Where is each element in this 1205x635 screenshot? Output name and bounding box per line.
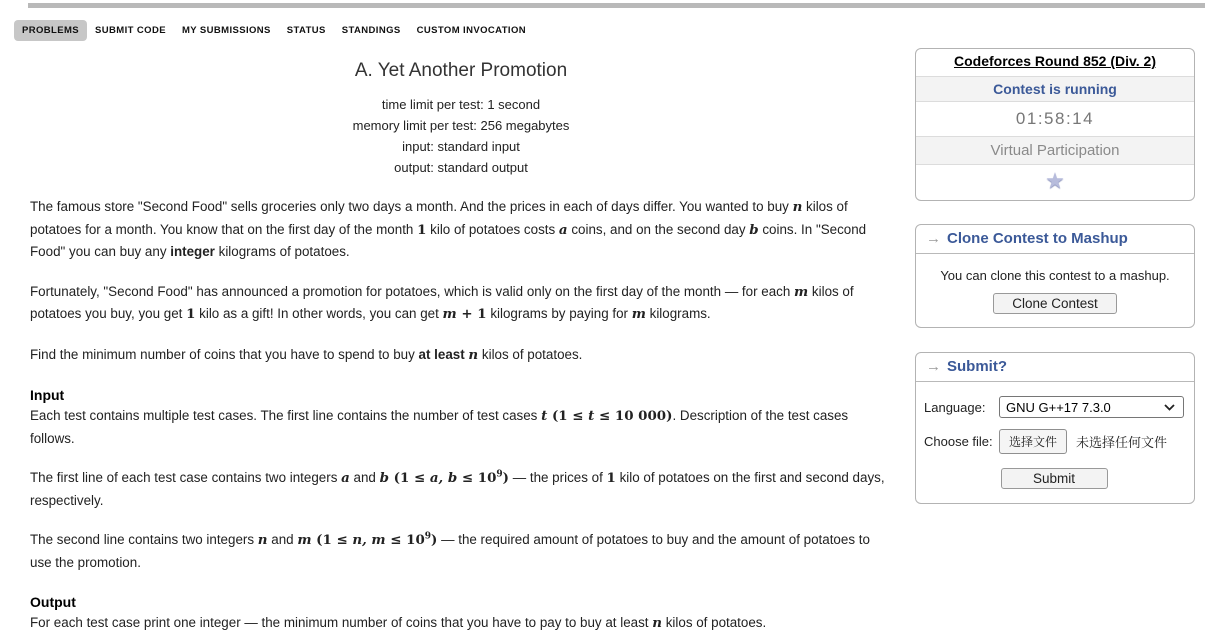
text-segment: kilos of potatoes. <box>662 615 767 630</box>
language-selected-value: GNU G++17 7.3.0 <box>1006 399 1111 415</box>
clone-contest-box <box>915 224 1195 328</box>
math-segment: ≤ 10 000) <box>594 408 673 424</box>
star-icon[interactable]: ★ <box>1045 168 1065 193</box>
output-section-heading: Output <box>30 594 76 610</box>
input-paragraph <box>30 405 892 449</box>
tab-submit-code[interactable]: SUBMIT CODE <box>95 25 166 36</box>
math-segment: n <box>792 199 803 215</box>
output-paragraph <box>30 612 892 635</box>
input-paragraph <box>30 467 892 511</box>
text-segment: — the prices of <box>509 470 607 485</box>
choose-file-button[interactable]: 选择文件 <box>999 429 1067 454</box>
math-segment: 1 <box>417 221 427 238</box>
input-spec: input: standard input <box>402 139 520 154</box>
submit-box <box>915 352 1195 504</box>
math-segment: m <box>794 283 809 300</box>
math-segment: 9 <box>496 469 503 480</box>
text-segment: The first line of each test case contains two integers <box>30 470 342 485</box>
language-label: Language: <box>924 399 986 415</box>
math-segment: 1 <box>186 306 196 322</box>
participation-mode: Virtual Participation <box>916 137 1194 165</box>
submit-form <box>916 382 1194 503</box>
math-segment: a, b <box>429 470 458 486</box>
clone-box-title: Clone Contest to Mashup <box>947 230 1128 247</box>
input-section-heading: Input <box>30 387 65 403</box>
output-spec: output: standard output <box>394 160 528 175</box>
language-row <box>924 396 1184 418</box>
arrow-right-icon: → <box>926 358 941 375</box>
file-row <box>924 429 1184 454</box>
arrow-right-icon: → <box>926 230 941 247</box>
memory-limit: memory limit per test: 256 megabytes <box>352 118 570 133</box>
math-segment: + 1 <box>456 306 487 322</box>
star-row <box>916 165 1194 200</box>
contest-timer: 01:58:14 <box>916 102 1194 137</box>
contest-title-row <box>916 49 1194 77</box>
math-segment: m <box>442 306 457 322</box>
file-status-text: 未选择任何文件 <box>1076 435 1168 450</box>
text-segment: . Description of the test cases follows. <box>30 408 849 446</box>
contest-info-box <box>915 48 1195 201</box>
text-segment: kilo as a gift! In other words, you can get <box>195 306 443 321</box>
text-segment: coins. In "Second Food" you can buy any <box>30 221 867 259</box>
text-segment: The second line contains two integers <box>30 532 258 547</box>
tab-standings[interactable]: STANDINGS <box>341 25 401 36</box>
math-segment: b <box>379 470 389 486</box>
math-segment: ≤ 10 <box>385 532 425 548</box>
math-segment: t <box>541 408 548 424</box>
text-segment: kilo of potatoes costs <box>426 221 559 237</box>
math-segment: a <box>558 221 568 238</box>
choose-file-label: Choose file: <box>924 434 993 449</box>
problem-properties <box>30 94 892 178</box>
text-segment: and <box>349 470 380 485</box>
clone-box-header <box>916 225 1194 254</box>
tab-problems[interactable]: PROBLEMS <box>14 20 87 41</box>
top-divider <box>28 3 1205 8</box>
submit-box-header <box>916 353 1194 382</box>
text-segment: coins, and on the second day <box>567 221 750 237</box>
text-segment: The famous store "Second Food" sells groceries only two days a month. And the prices in each of days differ. You wanted to buy <box>30 199 793 214</box>
problem-title: A. Yet Another Promotion <box>354 60 568 81</box>
math-segment: ) <box>502 470 510 486</box>
math-segment: (1 ≤ <box>388 470 430 486</box>
submit-box-title: Submit? <box>947 358 1007 375</box>
tab-status[interactable]: STATUS <box>286 25 326 36</box>
chevron-down-icon <box>1164 404 1175 411</box>
math-segment: 1 <box>606 470 616 486</box>
math-segment: (1 ≤ <box>547 408 589 424</box>
text-segment: Fortunately, "Second Food" has announced a promotion for potatoes, which is valid only on the first day of the month — for each <box>30 283 795 299</box>
text-segment: Each test contains multiple test cases. The first line contains the number of test cases <box>30 408 542 423</box>
problem-statement <box>30 60 892 635</box>
text-segment: kilos of potatoes. <box>478 346 583 362</box>
statement-paragraph <box>30 344 892 367</box>
language-select[interactable] <box>999 396 1184 418</box>
tab-my-submissions[interactable]: MY SUBMISSIONS <box>181 25 271 36</box>
text-segment: kilos of potatoes you buy, you get <box>30 283 854 321</box>
text-segment: kilograms by paying for <box>486 306 632 321</box>
math-segment: t <box>588 408 595 424</box>
math-segment: n <box>468 346 479 363</box>
math-segment: n <box>257 532 268 548</box>
clone-box-text: You can clone this contest to a mashup. <box>940 268 1170 283</box>
sidebar <box>915 48 1195 504</box>
statement-paragraph <box>30 281 892 326</box>
tab-custom-invocation[interactable]: CUSTOM INVOCATION <box>416 25 526 36</box>
contest-link[interactable]: Codeforces Round 852 (Div. 2) <box>953 53 1156 69</box>
text-segment: kilograms. <box>645 306 711 321</box>
math-segment: ≤ 10 <box>457 470 497 486</box>
input-paragraph <box>30 529 892 573</box>
contest-status: Contest is running <box>916 77 1194 102</box>
clone-contest-button[interactable]: Clone Contest <box>993 293 1117 314</box>
math-segment: a <box>341 470 350 486</box>
math-segment: 9 <box>424 531 432 542</box>
text-segment: kilos of potatoes for a month. You know that on the first day of the month <box>30 199 848 237</box>
text-segment: at least <box>418 346 469 362</box>
text-segment: and <box>267 532 298 547</box>
submit-button[interactable]: Submit <box>1001 468 1108 489</box>
math-segment: ) <box>431 532 438 548</box>
math-segment: m <box>631 306 646 322</box>
contest-tabs <box>14 20 534 41</box>
text-segment: For each test case print one integer — the minimum number of coins that you have to pay to buy at least <box>30 615 653 630</box>
math-segment: b <box>749 221 759 238</box>
text-segment: integer <box>170 244 215 259</box>
math-segment: m <box>297 532 312 548</box>
statement-paragraph <box>30 196 892 263</box>
math-segment: n <box>652 615 662 631</box>
math-segment: (1 ≤ <box>311 532 353 548</box>
text-segment: Find the minimum number of coins that you have to spend to buy <box>30 346 419 362</box>
text-segment: kilograms of potatoes. <box>214 244 350 259</box>
time-limit: time limit per test: 1 second <box>381 97 541 112</box>
math-segment: n, m <box>352 532 386 548</box>
statement-body <box>30 196 892 635</box>
text-segment: kilo of potatoes on the first and second days, respectively. <box>30 470 885 508</box>
text-segment: — the required amount of potatoes to buy and the amount of potatoes to use the promotion. <box>30 532 870 570</box>
